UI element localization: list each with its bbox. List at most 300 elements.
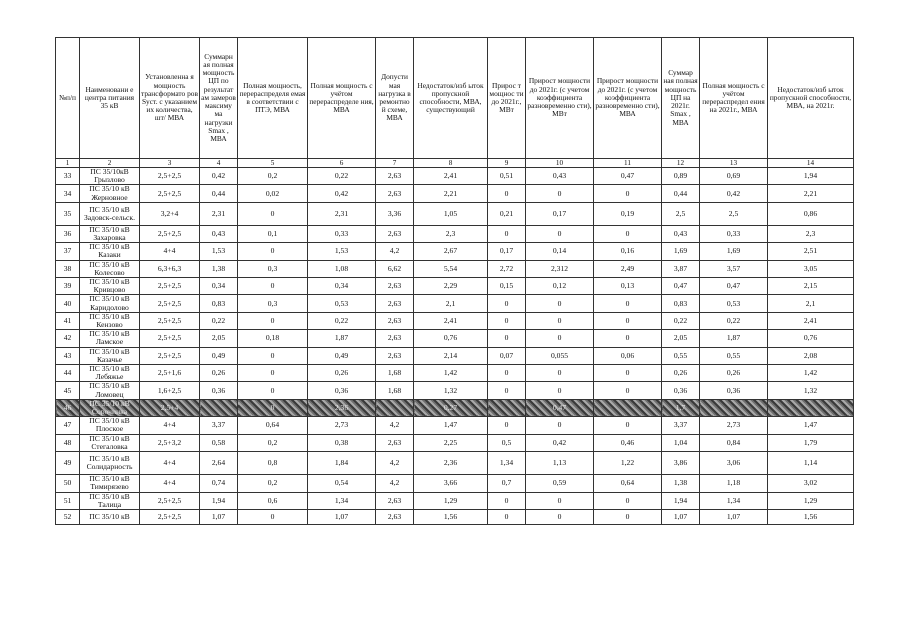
table-cell: 0,83 — [200, 295, 238, 312]
table-cell: 0,43 — [526, 168, 594, 185]
table-cell: 0 — [594, 509, 662, 524]
table-cell: 1,56 — [768, 509, 854, 524]
column-number-cell: 1 — [56, 159, 80, 168]
column-header-7: Допусти мая нагрузка в ремонтно й схеме, МВА — [376, 38, 414, 159]
table-cell: 0,74 — [200, 475, 238, 492]
table-cell: 0,42 — [200, 168, 238, 185]
table-cell: 50 — [56, 475, 80, 492]
table-row — [56, 225, 854, 242]
substation-name-cell: ПС 35/10 кВ Ломовец — [80, 382, 140, 399]
table-cell: 0,3 — [238, 260, 308, 277]
column-header-2: Наименовани е центра питания 35 кВ — [80, 38, 140, 159]
table-cell: 1,38 — [200, 260, 238, 277]
table-cell: 2,63 — [376, 492, 414, 509]
table-cell: 0 — [238, 365, 308, 382]
table-cell: 1,94 — [662, 492, 700, 509]
table-cell: 3,86 — [662, 452, 700, 475]
table-cell: 34 — [56, 185, 80, 202]
table-cell: 3,05 — [768, 260, 854, 277]
table-cell: 2,63 — [376, 509, 414, 524]
table-cell: 2,31 — [200, 202, 238, 225]
table-cell: 0 — [526, 330, 594, 347]
table-cell: 0,36 — [200, 382, 238, 399]
table-cell: 2,63 — [376, 168, 414, 185]
table-cell: 2,3 — [768, 225, 854, 242]
table-cell: 2,5+2,5 — [140, 312, 200, 329]
table-cell: 3,37 — [662, 417, 700, 434]
column-header-4: Суммарн ая полная мощность ЦП по результат ам замеров максиму ма нагрузки Smax , МВА — [200, 38, 238, 159]
substation-name-cell: ПС 35/10 кВ Тимирязево — [80, 475, 140, 492]
table-cell: 0 — [594, 492, 662, 509]
table-cell: 0 — [526, 365, 594, 382]
substation-name-cell: ПС 35/10 кВ Захаровка — [80, 225, 140, 242]
table-cell: 0 — [238, 312, 308, 329]
table-cell: 0 — [488, 492, 526, 509]
table-cell: 1,07 — [662, 509, 700, 524]
substation-name-cell: ПС 35/10 кВ Лебяжье — [80, 365, 140, 382]
table-cell: 2,05 — [200, 330, 238, 347]
table-cell: 2,1 — [414, 295, 488, 312]
table-cell: 2,312 — [526, 260, 594, 277]
table-cell: 0,8 — [238, 452, 308, 475]
table-row — [56, 399, 854, 416]
substation-name-cell: ПС 35/10 кВ Жерновное — [80, 185, 140, 202]
table-cell: 49 — [56, 452, 80, 475]
table-cell: 0,26 — [308, 365, 376, 382]
table-cell: 0 — [488, 295, 526, 312]
table-cell: 1,18 — [700, 475, 768, 492]
table-cell: 0,5 — [488, 434, 526, 451]
substation-name-cell: ПС 35/10 кВ Плоское — [80, 417, 140, 434]
table-cell: 0,38 — [308, 434, 376, 451]
substation-name-cell: ПС 35/10 кВ Ламское — [80, 330, 140, 347]
table-cell: 1,69 — [700, 243, 768, 260]
column-number-cell: 10 — [526, 159, 594, 168]
table-cell: 3,06 — [700, 452, 768, 475]
table-cell: 1,07 — [700, 509, 768, 524]
table-cell: 4+4 — [140, 243, 200, 260]
table-cell: 43 — [56, 347, 80, 364]
table-cell: 2,5+2,5 — [140, 509, 200, 524]
column-header-8: Недостаток/изб ыток пропускной способности, МВА, существующий — [414, 38, 488, 159]
table-cell — [594, 399, 662, 416]
table-row — [56, 382, 854, 399]
table-cell: 2,15 — [768, 278, 854, 295]
table-cell: 2,63 — [376, 185, 414, 202]
table-row — [56, 417, 854, 434]
table-cell: 0 — [238, 382, 308, 399]
column-header-5: Полная мощность, перераспределя емая в соответствии с ПТЭ, МВА — [238, 38, 308, 159]
table-row — [56, 509, 854, 524]
table-cell: 4,2 — [376, 417, 414, 434]
table-cell: 0,22 — [308, 168, 376, 185]
table-cell: 0,18 — [238, 330, 308, 347]
table-cell: 2,36 — [308, 399, 376, 416]
table-cell: 2,5+2,5 — [140, 225, 200, 242]
table-cell: 40 — [56, 295, 80, 312]
column-header-12: Суммар ная полная мощность ЦП на 2021г. Smax , МВА — [662, 38, 700, 159]
column-number-cell: 14 — [768, 159, 854, 168]
table-cell: 0,55 — [662, 347, 700, 364]
table-cell: 1,22 — [594, 452, 662, 475]
table-cell: 0,22 — [200, 312, 238, 329]
table-cell: 39 — [56, 278, 80, 295]
table-cell: 1,87 — [308, 330, 376, 347]
table-row — [56, 475, 854, 492]
table-cell: 0,6 — [238, 492, 308, 509]
substation-name-cell: ПС 35/10 кВ Кривцово — [80, 278, 140, 295]
table-cell: 46 — [56, 399, 80, 416]
table-cell: 0 — [526, 185, 594, 202]
table-cell: 33 — [56, 168, 80, 185]
table-row — [56, 185, 854, 202]
table-cell: 0,55 — [700, 347, 768, 364]
table-cell: 1,32 — [768, 382, 854, 399]
table-cell: 1,34 — [308, 492, 376, 509]
table-cell: 4+4 — [140, 475, 200, 492]
table-cell: 2,73 — [308, 417, 376, 434]
table-cell: 2,21 — [414, 185, 488, 202]
table-cell: 2,29 — [414, 278, 488, 295]
table-cell: 0,49 — [200, 347, 238, 364]
table-cell: 0,055 — [526, 347, 594, 364]
table-cell: 2,5+4 — [140, 399, 200, 416]
table-cell: 45 — [56, 382, 80, 399]
table-cell: 2,41 — [414, 312, 488, 329]
table-cell: 6,3+6,3 — [140, 260, 200, 277]
table-cell: 2,73 — [700, 417, 768, 434]
column-number-cell: 9 — [488, 159, 526, 168]
table-cell: 0,14 — [526, 243, 594, 260]
column-header-9: Прирос т мощнос ти до 2021г., МВт — [488, 38, 526, 159]
table-cell: 1,42 — [414, 365, 488, 382]
table-row — [56, 492, 854, 509]
table-cell: 0 — [238, 202, 308, 225]
table-cell: 1,05 — [414, 202, 488, 225]
table-cell: 2,5+2,5 — [140, 278, 200, 295]
table-cell: 2,41 — [768, 312, 854, 329]
substation-name-cell: ПС 35/10 кВ Стегаловка — [80, 434, 140, 451]
column-number-cell: 13 — [700, 159, 768, 168]
table-cell: 0,17 — [526, 202, 594, 225]
table-cell: 0 — [488, 312, 526, 329]
column-header-6: Полная мощность с учётом перераспределе ния, МВА — [308, 38, 376, 159]
table-row — [56, 434, 854, 451]
column-header-11: Прирост мощности до 2021г. (с учетом коэффициента разновременно сти), МВА — [594, 38, 662, 159]
table-cell: 2,63 — [376, 330, 414, 347]
table-cell: 0,26 — [200, 365, 238, 382]
table-cell: 1,87 — [700, 330, 768, 347]
table-cell: 0 — [526, 509, 594, 524]
table-cell: 47 — [56, 417, 80, 434]
table-cell: 2,51 — [768, 243, 854, 260]
table-cell: 0,59 — [526, 475, 594, 492]
table-cell: 1,56 — [414, 509, 488, 524]
table-row — [56, 330, 854, 347]
table-cell: 2,5+2,5 — [140, 492, 200, 509]
table-cell: 3,37 — [200, 417, 238, 434]
table-cell: 35 — [56, 202, 80, 225]
table-cell: 0,86 — [768, 202, 854, 225]
table-cell: 44 — [56, 365, 80, 382]
table-cell: 0,43 — [200, 225, 238, 242]
substation-name-cell: ПС 35/10 кВ Кензово — [80, 312, 140, 329]
column-number-cell: 12 — [662, 159, 700, 168]
table-cell: 2,63 — [376, 347, 414, 364]
table-cell: 0 — [488, 225, 526, 242]
table-cell: 2,1 — [768, 295, 854, 312]
substation-name-cell: ПС 35/10 кВ Задовск-сельск. — [80, 202, 140, 225]
column-number-cell: 7 — [376, 159, 414, 168]
table-cell: 1,32 — [414, 382, 488, 399]
table-cell — [700, 399, 768, 416]
table-cell: 38 — [56, 260, 80, 277]
table-row — [56, 243, 854, 260]
table-cell: 0,64 — [594, 475, 662, 492]
table-cell: 2,5 — [700, 202, 768, 225]
table-cell: 3,87 — [662, 260, 700, 277]
table-cell: 2,41 — [414, 168, 488, 185]
table-cell: 1,13 — [526, 452, 594, 475]
table-cell: 0,44 — [200, 185, 238, 202]
table-cell: 3,66 — [414, 475, 488, 492]
table-cell: 0,51 — [488, 168, 526, 185]
table-cell: 3,2+4 — [140, 202, 200, 225]
table-cell: 0,1 — [238, 225, 308, 242]
table-cell: 3,57 — [700, 260, 768, 277]
table-cell: 2,63 — [376, 278, 414, 295]
table-cell: 0,53 — [308, 295, 376, 312]
table-cell: 5,54 — [414, 260, 488, 277]
column-header-1: №п/п — [56, 38, 80, 159]
table-cell: 0,47 — [662, 278, 700, 295]
table-cell: 0,89 — [662, 168, 700, 185]
table-row — [56, 278, 854, 295]
table-cell: 1,68 — [376, 365, 414, 382]
table-cell: 1,84 — [308, 452, 376, 475]
table-cell: 0,15 — [488, 278, 526, 295]
table-cell: 0,33 — [700, 225, 768, 242]
table-cell: 0,7 — [488, 475, 526, 492]
table-cell: 2,64 — [200, 452, 238, 475]
table-cell: 1,38 — [662, 475, 700, 492]
table-cell: 4,2 — [376, 475, 414, 492]
table-cell: 0,07 — [488, 347, 526, 364]
table-cell — [376, 399, 414, 416]
table-cell: 0,3 — [238, 295, 308, 312]
table-cell: 1,53 — [308, 243, 376, 260]
table-cell: 3,36 — [376, 202, 414, 225]
table-cell: 0 — [238, 399, 308, 416]
table-cell: 0,17 — [488, 243, 526, 260]
table-cell: 1,69 — [662, 243, 700, 260]
table-cell: 0,42 — [526, 434, 594, 451]
table-cell: 0,36 — [700, 382, 768, 399]
table-cell: 1,68 — [376, 382, 414, 399]
table-row — [56, 312, 854, 329]
table-cell: 2,63 — [376, 312, 414, 329]
table-cell: 0 — [488, 382, 526, 399]
table-cell: 0,26 — [700, 365, 768, 382]
substation-name-cell: ПС 35/10 кВ Казачье — [80, 347, 140, 364]
table-cell: 1,94 — [200, 492, 238, 509]
table-cell: 2,63 — [376, 434, 414, 451]
table-cell: 48 — [56, 434, 80, 451]
table-cell: 1,42 — [768, 365, 854, 382]
table-cell: 2,08 — [768, 347, 854, 364]
table-cell: 2,5+3,2 — [140, 434, 200, 451]
table-cell: 0,26 — [662, 365, 700, 382]
table-cell: 3,02 — [768, 475, 854, 492]
table-cell: 0,58 — [200, 434, 238, 451]
substation-name-cell: ПС 35/10 кВ — [80, 509, 140, 524]
table-cell: 0,69 — [700, 168, 768, 185]
table-row — [56, 295, 854, 312]
table-cell: 0,34 — [200, 278, 238, 295]
column-number-cell: 5 — [238, 159, 308, 168]
substation-name-cell: ПС 35/10 кВ Талица — [80, 492, 140, 509]
column-header-3: Установленна я мощность трансформато ров Sуст. с указанием их количества, шт/ МВА — [140, 38, 200, 159]
table-cell: 0,42 — [308, 185, 376, 202]
table-cell: 4+4 — [140, 417, 200, 434]
substation-name-cell: ПС 35/10 кВ Колесово — [80, 260, 140, 277]
table-cell: 1,34 — [700, 492, 768, 509]
table-cell: 0,83 — [662, 295, 700, 312]
substation-name-cell: ПС 35/10 кВ Каридолово — [80, 295, 140, 312]
table-cell: 0,2 — [238, 434, 308, 451]
table-cell: 1,29 — [768, 492, 854, 509]
table-cell: 0,27 — [414, 399, 488, 416]
table-row — [56, 347, 854, 364]
table-cell: 0 — [526, 312, 594, 329]
substation-name-cell: ПС 35/10 кВ Солидарность — [80, 452, 140, 475]
column-number-cell: 11 — [594, 159, 662, 168]
table-cell: 2,5+2,5 — [140, 168, 200, 185]
table-cell: 0 — [594, 295, 662, 312]
header-row — [56, 38, 854, 159]
table-cell: 2,25 — [414, 434, 488, 451]
table-cell: 2,72 — [488, 260, 526, 277]
table-cell: 0,44 — [662, 185, 700, 202]
table-cell: 51 — [56, 492, 80, 509]
table-cell: 6,62 — [376, 260, 414, 277]
table-cell: 0 — [594, 417, 662, 434]
table-cell: 0 — [594, 330, 662, 347]
document-sheet — [55, 37, 853, 525]
substation-name-cell: ПС 35/10 кВ Сорочинка — [80, 399, 140, 416]
column-header-14: Недостаток/изб ыток пропускной способности, МВА, на 2021г. — [768, 38, 854, 159]
table-cell: 2,49 — [594, 260, 662, 277]
table-cell: 0 — [488, 330, 526, 347]
substation-name-cell: ПС 35/10 кВ Казаки — [80, 243, 140, 260]
column-number-cell: 4 — [200, 159, 238, 168]
table-cell: 2,5+1,6 — [140, 365, 200, 382]
table-cell: 0,49 — [308, 347, 376, 364]
table-cell: 0,47 — [700, 278, 768, 295]
table-cell: 0,2 — [238, 475, 308, 492]
table-cell: 2,5+2,5 — [140, 185, 200, 202]
table-cell: 1,47 — [414, 417, 488, 434]
column-number-row — [56, 159, 854, 168]
column-header-13: Полная мощность с учётом перераспредел ения на 2021г., МВА — [700, 38, 768, 159]
table-row — [56, 202, 854, 225]
table-row — [56, 452, 854, 475]
table-cell — [768, 399, 854, 416]
table-cell: 4+4 — [140, 452, 200, 475]
table-cell: 0,43 — [662, 225, 700, 242]
table-cell: 42 — [56, 330, 80, 347]
table-cell: 0,47 — [594, 168, 662, 185]
table-cell — [200, 399, 238, 416]
table-cell: 0,47 — [526, 399, 594, 416]
table-cell: 0,22 — [308, 312, 376, 329]
table-cell: 2,67 — [414, 243, 488, 260]
table-cell: 2,5 — [662, 202, 700, 225]
table-cell: 0,13 — [594, 278, 662, 295]
table-cell: 2,5+2,5 — [140, 330, 200, 347]
table-cell: 0 — [488, 417, 526, 434]
table-cell: 2,14 — [414, 347, 488, 364]
table-cell: 0,42 — [700, 185, 768, 202]
table-cell: 0 — [526, 225, 594, 242]
table-cell: 1,07 — [200, 509, 238, 524]
table-cell: 36 — [56, 225, 80, 242]
table-cell: 1,94 — [768, 168, 854, 185]
table-cell: 0 — [238, 278, 308, 295]
table-cell: 0 — [526, 382, 594, 399]
table-cell: 0,21 — [488, 202, 526, 225]
table-cell: 1,29 — [414, 492, 488, 509]
table-cell: 0,36 — [308, 382, 376, 399]
table-cell: 0,33 — [308, 225, 376, 242]
table-cell: 2,5+2,5 — [140, 347, 200, 364]
table-cell: 2,31 — [308, 202, 376, 225]
table-cell: 41 — [56, 312, 80, 329]
table-cell: 0 — [594, 312, 662, 329]
table-cell: 0 — [488, 509, 526, 524]
table-cell: 2,36 — [414, 452, 488, 475]
table-cell: 1,14 — [768, 452, 854, 475]
table-cell: 0,02 — [238, 185, 308, 202]
table-cell: 0,64 — [238, 417, 308, 434]
table-row — [56, 168, 854, 185]
table-cell: 1,08 — [308, 260, 376, 277]
capacity-table — [55, 37, 854, 525]
table-cell: 0 — [238, 509, 308, 524]
column-number-cell: 3 — [140, 159, 200, 168]
column-number-cell: 6 — [308, 159, 376, 168]
table-cell: 0,53 — [700, 295, 768, 312]
table-cell: 37 — [56, 243, 80, 260]
table-cell: 4,2 — [376, 452, 414, 475]
table-cell: 2,3 — [414, 225, 488, 242]
table-cell: 0,19 — [594, 202, 662, 225]
table-cell: 1,6+2,5 — [140, 382, 200, 399]
table-cell: 0,06 — [594, 347, 662, 364]
table-row — [56, 365, 854, 382]
table-cell: 0 — [526, 295, 594, 312]
table-cell: 4,2 — [376, 243, 414, 260]
table-cell: 0 — [488, 185, 526, 202]
table-cell: 0,22 — [700, 312, 768, 329]
table-cell — [488, 399, 526, 416]
table-cell: 1,53 — [200, 243, 238, 260]
table-cell: 0,84 — [700, 434, 768, 451]
table-cell: 2,5+2,5 — [140, 295, 200, 312]
column-number-cell: 2 — [80, 159, 140, 168]
table-cell: 0,22 — [662, 312, 700, 329]
table-cell: 0 — [594, 185, 662, 202]
